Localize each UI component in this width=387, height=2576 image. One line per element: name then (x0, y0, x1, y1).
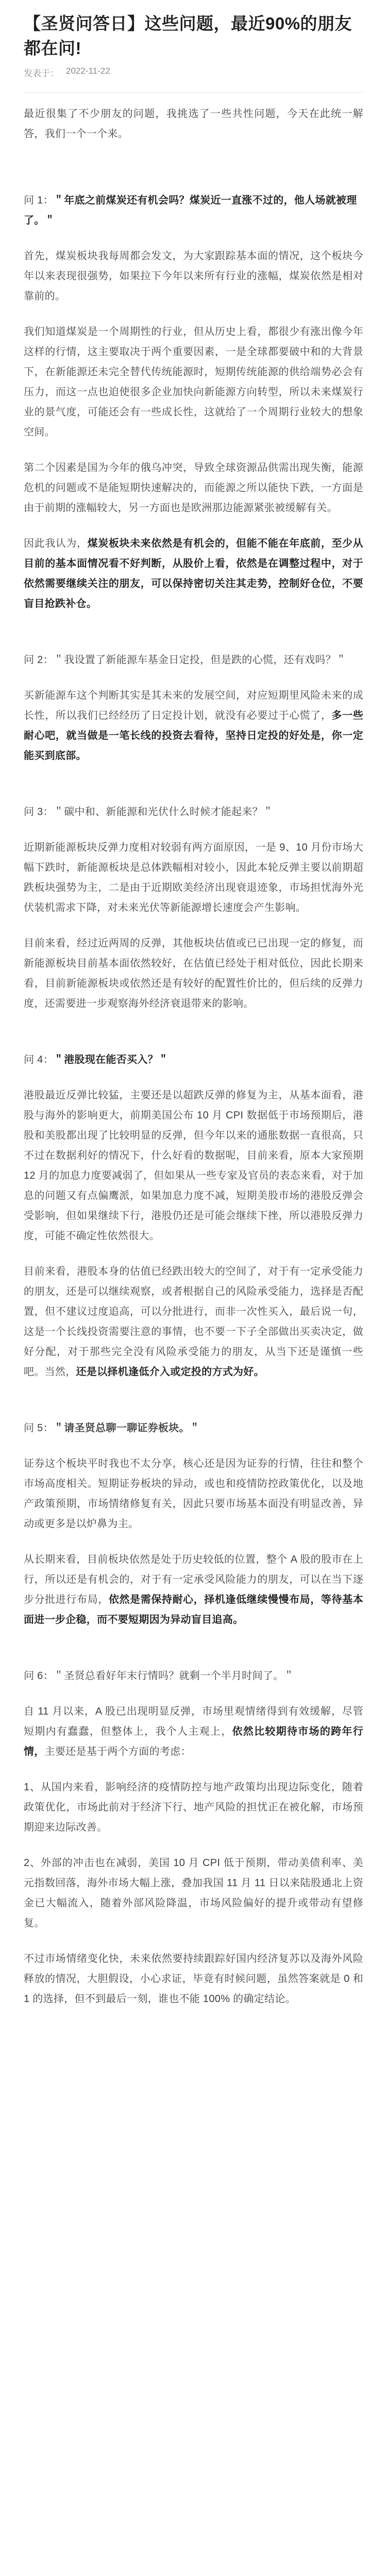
answer-2-paragraph (24, 686, 363, 766)
answer-4-prefix: 目前来看，港股本身的估值已经跌出较大的空间了，对于有一定承受能力的朋友，还是可以继续观察，或者根据自己的风险承受能力，选择是否配置，但不建议过度追高，可以分批进行，而非一次性买入，最后说一句，这是一个长线投资需要注意的事情，也不要一下子全部做出买卖决定，做好分配，对于那些完全没有风险承受能力的朋友，从当下还是谨慎一些吧。当然， (24, 1266, 363, 1378)
answer-1-summary (24, 534, 363, 614)
answer-1-paragraph-1: 首先，煤炭板块我每周都会发文，为大家跟踪基本面的情况，这个板块今年以来表现很强势，如果拉下今年以来所有行业的涨幅，煤炭依然是相对靠前的。 (24, 250, 363, 302)
question-3-text: ＂碳中和、新能源和光伏什么时候才能起来？＂ (53, 806, 274, 818)
answer-6-point-1: 1、从国内来看，影响经济的疫情防控与地产政策均出现边际变化，随着政策优化，市场此前对于经济下行、地产风险的担忧正在被化解，市场预期迎来边际改善。 (24, 1782, 363, 1833)
answer-4-paragraph-1: 港股最近反弹比较猛，主要还是以超跌反弹的修复为主，从基本面看，港股与海外的影响更大，前期美国公布 10 月 CPI 数据低于市场预期后，港股和美股都出现了比较明显的反弹，但今年以来的通胀数据一直很高，只不过在数据利好的情况下，什么好看的数据呢，目前来看，原本大家预期 12 月的加息力度要减弱了，但如果从一些专家及官员的表态来看，对于加息的问题又有点偏鹰派，如果加息力度不减，短期美股市场的港股反弹会受影响，但如果继续下行，港股仍还是可能会继续下挫，所以港股反弹力度，可能不确定性依然很大。 (24, 1090, 363, 1242)
answer-6-point-2: 2、外部的冲击也在减弱，美国 10 月 CPI 低于预期，带动美债利率、美元指数回落，海外市场大幅上涨，叠加我国 11 月 11 日以来陆股通北上资金已大幅流入，随着外部风险降温，市场风险偏好的提升或带动有望修复。 (24, 1857, 363, 1929)
answer-2-highlight: 多一些耐心吧，就当做是一笔长线的投资去看待，坚持日定投的好处是，你一定能买到底部。 (24, 710, 363, 761)
article-author-label: 发表于： (24, 69, 59, 78)
question-2-text: ＂我设置了新能源车基金日定投，但是跌的心慌，还有戏吗？＂ (53, 654, 347, 666)
answer-4-highlight: 还是以择机逢低介入或定投的方式为好。 (76, 1366, 264, 1378)
question-4 (24, 1050, 363, 1070)
question-1 (24, 191, 363, 231)
answer-6-closing: 不过市场情绪变化快，未来依然要持续跟踪好国内经济复苏以及海外风险释放的情况，大胆假设，小心求证，毕竟有时候问题，虽然答案就是 0 和 1 的选择，但不到最后一刻，谁也不能 100% 的确定结论。 (24, 1953, 363, 2005)
answer-3-paragraph-1: 近期新能源板块反弹力度相对较弱有两方面原因，一是 9、10 月份市场大幅下跌时，新能源板块是总体跌幅相对较小，因此本轮反弹主要以前期超跌板块强势为主，二是由于近期欧美经济出现衰退迹象，市场担忧海外光伏装机需求下降，对未来光伏等新能源增长速度会产生影响。 (24, 842, 363, 913)
question-5-text: ＂请圣贤总聊一聊证券板块。＂ (53, 1422, 200, 1434)
article-meta (24, 66, 363, 79)
answer-6-highlight: 依然比较期待市场的跨年行情， (24, 1726, 364, 1757)
question-3 (24, 802, 363, 822)
question-5-label: 问 5： (24, 1422, 54, 1434)
answer-5-paragraph-1: 证券这个板块平时我也不太分享，核心还是因为证券的行情，往往和整个市场高度相关。短期证券板块的异动，或也和疫情防控政策优化，以及地产政策预期，市场情绪修复有关，因此只要市场基本面没有明显改善，异动或更多是以炉鼻为主。 (24, 1458, 363, 1530)
question-2 (24, 650, 363, 670)
answer-6-prefix: 自 11 月以来，A 股已出现明显反弹，市场里观情绪得到有效缓解，尽管短期内有蠢蠢，但整体上，我个人主观上， (24, 1706, 363, 1737)
question-6 (24, 1666, 363, 1686)
answer-2-prefix: 买新能源车这个判断其实是其未来的发展空间，对应短期里风险未来的成长性，所以我们已经经历了日定投计划，就没有必要过于心慌了， (24, 690, 363, 721)
question-6-label: 问 6： (24, 1670, 54, 1682)
question-2-label: 问 2： (24, 654, 54, 666)
answer-1-summary-prefix: 因此我认为， (24, 538, 88, 549)
question-1-label: 问 1： (24, 195, 54, 206)
answer-1-paragraph-2: 我们知道煤炭是一个周期性的行业，但从历史上看，都很少有涨出像今年这样的行情，这主要取决于两个重要因素，一是全球都要破中和的大背景下，在新能源还未完全替代传统能源时，短期传统能源的供给端势必会有压力，而这一点也迫使很多企业加快向新能源方向转型，所以未来煤炭行业的景气度，可能还会有一些成长性，这就给了一个周期行业较大的想象空间。 (24, 326, 363, 438)
question-3-label: 问 3： (24, 806, 54, 818)
answer-3-paragraph-2: 目前来看，经过近两周的反弹，其他板块估值或已已出现一定的修复，而新能源板块目前基本面依然较好，在估值已经处于相对低位，因此长期来看，目前新能源板块或依然还是有较好的配置性价比的，但后续的反弹力度，还需要进一步观察海外经济衰退带来的影响。 (24, 938, 363, 1009)
answer-5-prefix: 从长期来看，目前板块依然是处于历史较低的位置，整个 A 股的股市在上行，所以还是有机会的，对于有一定承受风险能力的朋友，可以在当下逐步分批进行布局， (24, 1554, 363, 1605)
article-date: 2022-11-22 (66, 66, 110, 76)
answer-6-paragraph-1 (24, 1702, 363, 1762)
answer-5-paragraph-2 (24, 1550, 363, 1630)
question-1-text: ＂年底之前煤炭还有机会吗？煤炭近一直涨不过的，他人场就被理了。＂ (24, 195, 357, 226)
question-4-text: ＂港股现在能否买入？＂ (53, 1054, 169, 1065)
title-divider (24, 92, 363, 93)
question-5 (24, 1418, 363, 1438)
answer-1-summary-highlight: 煤炭板块未来依然是有机会的，但能不能在年底前，至少从目前的基本面情况看不好判断，从股价上看，依然是在调整过程中，对于依然需要继续关注的朋友，可以保持密切关注其走势，控制好仓位，不要盲目抢跌补仓。 (24, 538, 363, 609)
answer-5-highlight: 依然是需保持耐心，择机逢低继续慢慢布局，等待基本面进一步企稳，而不要短期因为异动盲目追高。 (24, 1594, 363, 1625)
question-6-text: ＂圣贤总看好年末行情吗？就剩一个半月时间了。＂ (53, 1670, 294, 1682)
article-title: 【圣贤问答日】这些问题，最近90%的朋友都在问! (24, 14, 352, 58)
answer-1-paragraph-3: 第二个因素是国为今年的俄乌冲突，导致全球资源品供需出现失衡，能源危机的问题或不是能短期快速解决的，而能源之所以能快下跌，一方面是由于前期的涨幅较大，另一方面也是欧洲那边能源紧张被缓解有关。 (24, 462, 363, 514)
question-4-label: 问 4： (24, 1054, 54, 1065)
intro-paragraph: 最近很集了不少朋友的问题，我挑选了一些共性问题，今天在此统一解答，我们一个一个来。 (24, 108, 363, 140)
answer-6-suffix: 主要还是基于两个方面的考虑： (44, 1746, 191, 1757)
answer-4-paragraph-2 (24, 1262, 363, 1382)
